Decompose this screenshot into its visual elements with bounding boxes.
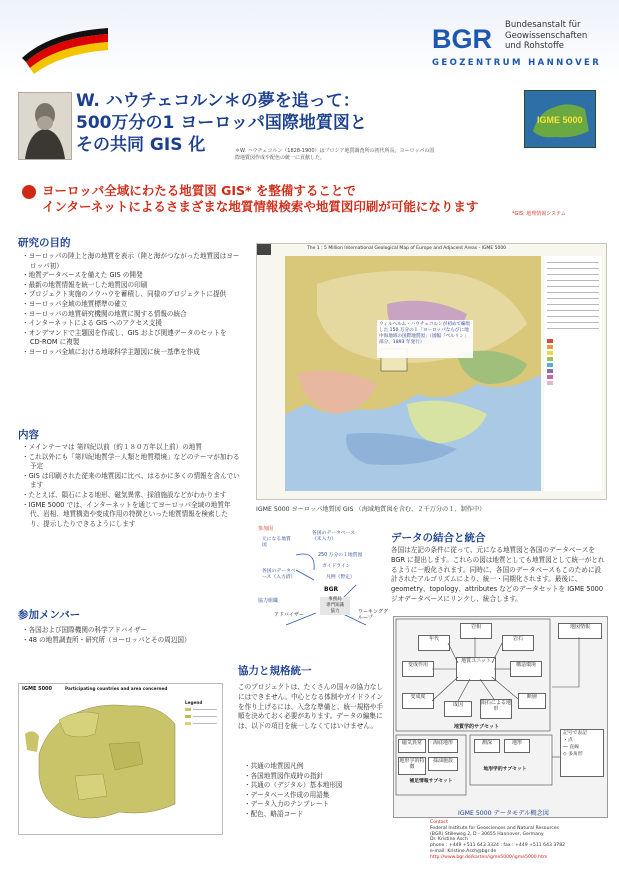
institute-name: Bundesanstalt für Geowissenschaften und Rohstoffe <box>505 20 588 51</box>
harmonize-heading: 協力と規格統一 <box>238 665 312 677</box>
model-subset-label: 地質学的サブセット <box>454 724 499 730</box>
org-node: ワーキンググループ <box>358 609 388 621</box>
map-caption: IGME 5000 ヨーロッパ地質図 GIS （海域地質図を含む、２千万分の１、制作中） <box>256 506 486 513</box>
model-box: 变成作用 <box>402 661 434 677</box>
model-box: 地質ユニット <box>456 657 496 681</box>
small-map-subtitle: Participating countries and area concerned <box>65 686 168 691</box>
list-item: ・ 共通の地質図凡例 <box>244 762 394 772</box>
small-map-title: IGME 5000 <box>22 686 53 692</box>
list-item: ・ ヨーロッパの地質研究機関の地質に関する情報の統合 <box>22 310 240 320</box>
model-subset-label: 地形学的サブセット <box>483 767 527 772</box>
portrait-icon <box>19 93 71 159</box>
org-node: 各国のデータベース（入力済） <box>262 569 296 580</box>
contact-url-link[interactable]: http://www.bgr.de/karten/igme5000/igme5000.htm <box>430 854 548 860</box>
harmonize-text: このプロジェクトは、たくさんの国々の協力なしにはできません。中心となる体制やガイドラインを作り上げるには、入念な準備と、統一規格や手順を決めておく必要があります。データの編集には、以下の項目を統一しなくてはいけません。 <box>238 683 384 731</box>
org-node-bgr: BGR <box>324 586 339 593</box>
data-model-caption: IGME 5000 データモデル概念図 <box>458 810 549 817</box>
content-list <box>22 443 240 529</box>
bgr-logo <box>432 22 496 54</box>
map-header: The 1 : 5 Million International Geological Map of Europe and Adjacent Areas - IGME 5000 <box>307 246 507 251</box>
members-list <box>22 626 240 645</box>
org-node: ガイドライン <box>322 564 351 569</box>
participating-countries-map <box>18 683 223 835</box>
model-box: 測深 <box>474 739 500 753</box>
svg-text:IGME 5000: IGME 5000 <box>537 115 583 125</box>
map-inset-note: ウィルヘルム・ハウチェコルンが初めて編集した 150 万分の１「ヨーロッパならびに地中海地域の国際地質図」（図幅「ベルリン」部分、1893 年発行） <box>379 322 471 345</box>
model-box: 成因 <box>444 701 472 717</box>
list-item: ・ 各国地質図作成時の指針 <box>244 772 394 782</box>
svg-text:BGR: BGR <box>432 24 492 54</box>
content-heading: 内容 <box>18 429 39 441</box>
model-box: 海底地形 <box>428 739 458 753</box>
list-item: ・ 各国および国際機関の科学アドバイザー <box>22 626 240 636</box>
contact-block: Contact Federal Institute for Geosciences and Natural Resources (BGR) Stilleweg 2, D - 30655 Hannover, Germany Dr. Kristine Asch phone : +449 +511 643 3324 : fax : +449 +511 643 3782 e-mail: Kristine.Asch@bgr.de http://www.bgr.de/karten/igme5000/igme5000.htm <box>430 820 566 860</box>
list-item: ・ GIS は印刷された従来の地質図に比べ、はるかに多くの情報を含んでいます <box>22 472 240 491</box>
org-node: 250 万分の１地質図 <box>318 553 363 558</box>
list-item: ・ 最新の地質情報を統一した地質図の印刷 <box>22 281 240 291</box>
model-box: 地図情報 <box>558 623 602 639</box>
org-coop-label: 協力組織 <box>258 598 279 604</box>
org-node: 凡例（暫定） <box>326 575 355 580</box>
model-connector-lines <box>394 617 607 817</box>
model-box: 岩相 <box>460 623 492 639</box>
list-item: ・ プロジェクト実施のノウハウを蓄積し、同様のプロジェクトに提供 <box>22 290 240 300</box>
geological-map-image <box>257 244 606 499</box>
model-box: 断層 <box>518 693 546 709</box>
org-node: 各国のデータベース（未入力） <box>312 531 355 542</box>
small-map-legend-title: Legend <box>185 700 203 705</box>
list-item: ・ これ以外にも「第四紀地質学－人類と地質環境」などのテーマが加わる予定 <box>22 453 240 472</box>
headline: ヨーロッパ全域にわたる地質図 GIS* を整備することで インターネットによるさまざまな地質情報検索や地質図印刷が可能になります <box>42 183 479 214</box>
integration-text: 各国は左記の条件に従って、元になる地質図と各国のデータベースを BGR に提出します。これらの図は地質としても地質図として統一がとれるように一般化されます。同時に、各国のデータベースもこのために設計されたアルゴリズムにより、統一・同期化されます。最後に、geometry、topology、attributes などのデータセットを IGME 5000 ジオデータベースにリンクし、統合します。 <box>391 546 605 603</box>
org-node: アドバイザー <box>274 612 304 618</box>
model-box: 年代 <box>418 635 450 651</box>
list-item: ・ たとえば、隕石による地形、磁気異常、採油施設などがわかります <box>22 491 240 501</box>
list-item: ・ ヨーロッパ全域の地質標準の確立 <box>22 300 240 310</box>
model-box: 隕石による地形 <box>480 699 512 719</box>
flag-swoosh-icon <box>20 20 110 80</box>
purpose-list <box>22 252 240 358</box>
model-subset-label: 補足情報サブセット <box>409 779 453 784</box>
model-box: 磁気異常 <box>398 739 426 753</box>
gis-footnote: *GIS: 地理情報システム <box>512 211 566 217</box>
model-box: 採油施設 <box>428 757 458 771</box>
purpose-heading: 研究の目的 <box>18 237 71 249</box>
list-item: ・ データ入力のテンプレート <box>244 800 394 810</box>
org-node: 元になる地質図 <box>262 537 291 548</box>
portrait-image <box>18 92 72 160</box>
org-title: 参加国 <box>258 526 274 532</box>
list-item: ・ 共通の（デジタル）基本地形図 <box>244 781 394 791</box>
list-item: ・ メインテーマは 第四紀以前（約１８０万年以上前）の地質 <box>22 443 240 453</box>
page-title: W. ハウチェコルン＊の夢を追って： 500万分の1 ヨーロッパ国際地質図と その共同 GIS 化 <box>76 91 367 155</box>
model-box: 構造環境 <box>510 661 542 677</box>
organization-diagram <box>256 525 386 655</box>
model-box: 地形 <box>504 739 530 753</box>
list-item: ・ データベース作成の用語集 <box>244 791 394 801</box>
list-item: ・ ヨーロッパの陸上と海の地質を表示（陸と海がつながった地質図はヨーロッパ初） <box>22 252 240 271</box>
geozentrum-label: GEOZENTRUM HANNOVER <box>432 58 602 68</box>
members-heading: 参加メンバー <box>18 609 81 621</box>
portrait-note: ＊W. ハウチェコルン（1828-1900）はプロシア地質調査所の初代所長。ヨーロッパの国際地質図作成や配色の統一に貢献した。 <box>235 148 435 161</box>
list-item: ・ 地質データベースを備えた GIS の開発 <box>22 271 240 281</box>
list-item: ・ インターネットによる GIS へのアクセス支援 <box>22 319 240 329</box>
geological-map-figure <box>256 243 607 500</box>
model-box: 变成度 <box>402 693 434 709</box>
model-box: 岩石 <box>502 635 534 651</box>
europe-countries-map-icon <box>19 684 222 834</box>
integration-heading: データの結合と統合 <box>391 532 486 544</box>
model-legend: 記号で表記 ・点 ― 直線 ◇ 多角形 <box>560 729 604 777</box>
list-item: ・ 48 の地質調査所・研究所（ヨーロッパとその周辺国） <box>22 636 240 646</box>
list-item: ・ 配色、略語コード <box>244 810 394 820</box>
data-model-diagram <box>393 616 608 818</box>
model-box: 地形学的特徴 <box>398 757 426 775</box>
list-item: ・ ヨーロッパ全域における地球科学主題図に統一基準を作成 <box>22 348 240 358</box>
list-item: ・ オンデマンドで主題図を作成し、GIS および関連データのセットを CD-ROM に複製 <box>22 329 240 348</box>
org-bgr-box: 事務局 専門知識 協力 <box>320 597 350 615</box>
list-item: ・ IGME 5000 では、インターネットを通じてヨーロッパ全域の地質年代、岩相、地質構造や变成作用の特徴といった地質情報を検索したり、提示したりできるようにします <box>22 501 240 530</box>
igme-logo <box>524 90 596 148</box>
harmonize-list <box>244 762 394 820</box>
headline-bullet-icon <box>22 185 36 199</box>
europe-map-icon <box>525 91 595 147</box>
